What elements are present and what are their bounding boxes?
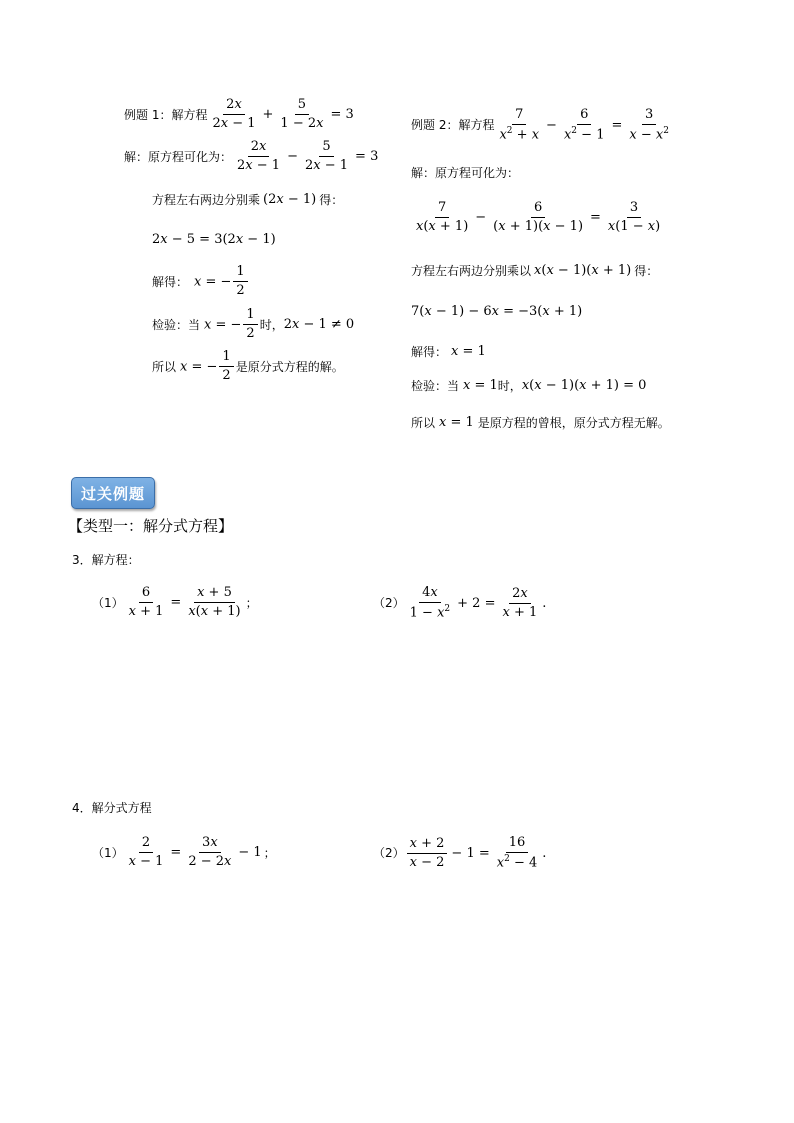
example2-multiply-step bbox=[411, 264, 658, 277]
section-badge: 过关例题 bbox=[71, 477, 155, 509]
q3-part1 bbox=[92, 586, 258, 620]
example1-equation: $\frac{2x}{2x - 1}$ + $\frac{5}{1 - 2x}$ = 3 bbox=[212, 97, 354, 132]
example2-solution: 解得： x = 1 bbox=[411, 344, 486, 359]
q3-part2 bbox=[373, 586, 546, 621]
example1-multiply-label: 方程左右两边分别乘 bbox=[152, 192, 261, 207]
example2-transform-equation: $\frac{7}{x(x + 1)}$ − $\frac{6}{(x + 1)(x - 1)}$ = $\frac{3}{x(1 - x)}$ bbox=[416, 200, 661, 235]
example1-cleared-equation: 2 x − 5 = 3(2 x − 1) bbox=[152, 232, 276, 247]
example2-multiplier: x(x − 1)(x + 1) bbox=[534, 263, 632, 278]
example1-check: 检验：当 x = − $\frac{1}{2}$ 时， 2x − 1 ≠ 0 bbox=[152, 307, 355, 342]
example1-conclusion: 所以 x = − $\frac{1}{2}$ 是原分式方程的解。 bbox=[152, 349, 344, 384]
example1-check-label: 检验：当 bbox=[152, 317, 201, 332]
q4-part1-equation: $\frac{2}{x - 1}$ = $\frac{3x}{2 - 2x}$ − 1 bbox=[128, 835, 262, 870]
example2-multiply-label: 方程左右两边分别乘以 bbox=[411, 263, 532, 278]
example2-check-mid: 时， bbox=[497, 378, 522, 393]
q3-part1-equation: $\frac{6}{x + 1}$ = $\frac{x + 5}{x(x + 1)}$ bbox=[128, 585, 241, 620]
example1-transform-equation: $\frac{2x}{2x - 1}$ − $\frac{5}{2x - 1}$ = 3 bbox=[237, 139, 379, 174]
q3-title: 3．解方程： bbox=[72, 553, 140, 567]
q3-part2-label: （2） bbox=[373, 596, 405, 611]
example1-check-mid: 时， bbox=[259, 317, 284, 332]
example1-multiplier: (2x − 1) bbox=[263, 192, 317, 207]
example1-multiply-suffix: 得： bbox=[319, 192, 344, 207]
example2-check-label: 检验：当 bbox=[411, 378, 460, 393]
example1-solution-label: 解得： bbox=[152, 274, 189, 289]
example1-conclusion-label: 所以 bbox=[152, 359, 177, 374]
example1-conclusion-suffix: 是原分式方程的解。 bbox=[235, 359, 344, 374]
q3-part1-end: ； bbox=[245, 595, 258, 610]
example1-transform bbox=[124, 140, 380, 174]
q3-part2-end: . bbox=[542, 595, 547, 611]
example1-problem bbox=[124, 98, 356, 132]
type-heading: 【类型一：解分式方程】 bbox=[68, 517, 234, 535]
example2-label: 例题 2：解方程 bbox=[411, 118, 495, 133]
example1-label: 例题 1：解方程 bbox=[124, 107, 208, 122]
example2-solution-label: 解得： bbox=[411, 344, 448, 359]
example1-multiply-step bbox=[152, 193, 343, 206]
example2-check: 检验：当 x = 1 时， x(x − 1)(x + 1) = 0 bbox=[411, 378, 647, 393]
q4-part2 bbox=[373, 836, 546, 871]
example2-conclusion: 所以 x = 1 是原方程的曾根，原分式方程无解。 bbox=[411, 415, 670, 430]
example2-multiply-suffix: 得： bbox=[634, 263, 659, 278]
example2-transform-label-line bbox=[411, 167, 519, 179]
q3-part1-label: （1） bbox=[92, 595, 124, 610]
q4-title: 4．解分式方程 bbox=[72, 801, 152, 815]
q4-part2-equation: $\frac{x + 2}{x - 2}$ − 1 = $\frac{16}{x^2 - 4}$ bbox=[405, 836, 543, 871]
example2-conclusion-label: 所以 bbox=[411, 415, 436, 430]
example2-problem bbox=[411, 108, 674, 143]
q3-part2-equation: $\frac{4x}{1 - x^2}$ + 2 = $\frac{2x}{x + 1}$ bbox=[409, 585, 538, 621]
example2-transform-label: 解：原方程可化为： bbox=[411, 166, 520, 180]
example2-equation: $\frac{7}{x^2 + x}$ − $\frac{6}{x^2 - 1}$ = $\frac{3}{x - x^2}$ bbox=[499, 107, 669, 143]
q4-part2-label: （2） bbox=[373, 846, 405, 861]
q4-part1-end: ； bbox=[263, 845, 276, 860]
q4-part1-label: （1） bbox=[92, 845, 124, 860]
example2-cleared-equation: 7( x − 1) − 6 x = −3( x + 1) bbox=[411, 304, 583, 319]
example2-conclusion-suffix: 是原方程的曾根，原分式方程无解。 bbox=[477, 415, 670, 430]
q4-part2-end: . bbox=[542, 845, 547, 861]
example1-solution: 解得： x = − $\frac{1}{2}$ bbox=[152, 265, 250, 299]
example1-transform-label: 解：原方程可化为： bbox=[124, 149, 233, 164]
q4-part1 bbox=[92, 836, 276, 870]
